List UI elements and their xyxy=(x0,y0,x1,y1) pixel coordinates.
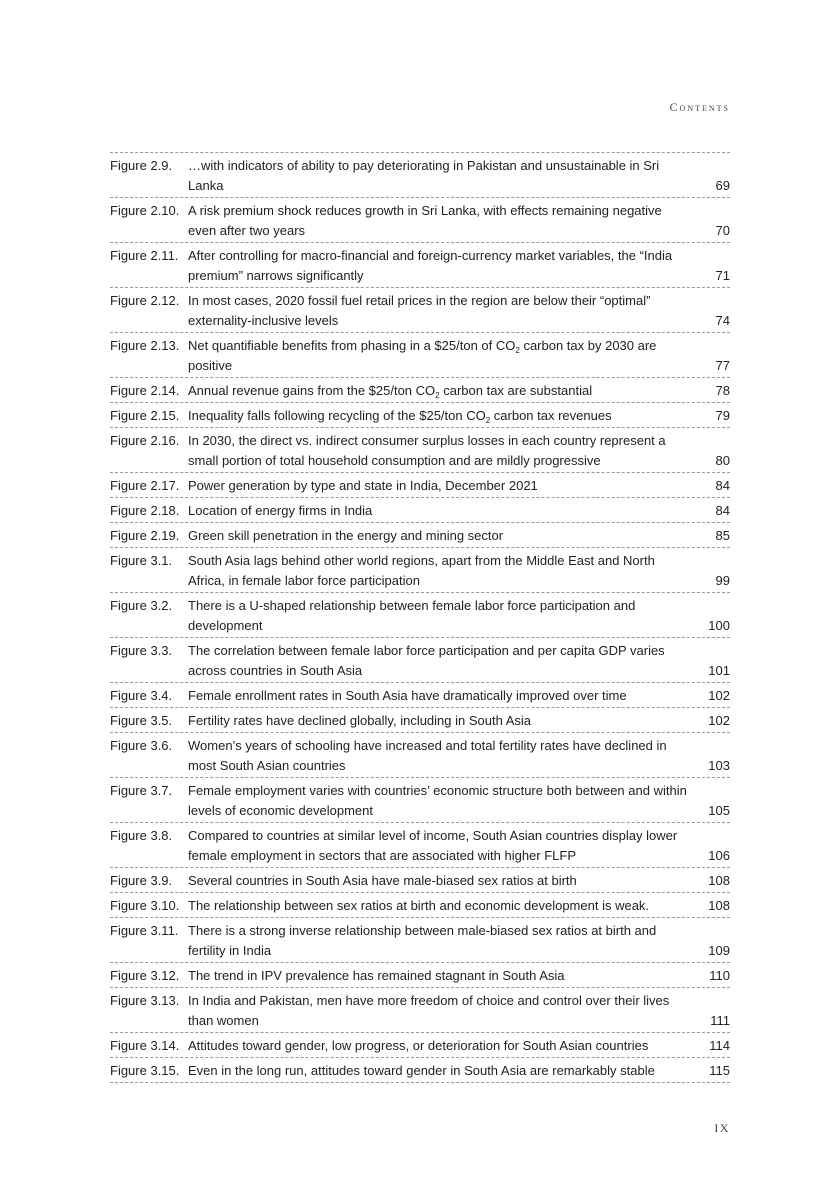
toc-entry[interactable] xyxy=(110,333,730,378)
co2-subscript: 2 xyxy=(435,391,440,400)
toc-entry[interactable] xyxy=(110,153,730,198)
figure-number: Figure 2.11. xyxy=(110,248,179,263)
figure-number: Figure 2.13. xyxy=(110,338,180,353)
page-number: 111 xyxy=(710,1013,730,1028)
toc-entry[interactable] xyxy=(110,823,730,868)
figure-title: Women’s years of schooling have increased and total fertility rates have declined in most South Asian countries xyxy=(188,738,667,773)
toc-entry[interactable] xyxy=(110,548,730,593)
page-number: 80 xyxy=(715,453,730,468)
figure-title: Power generation by type and state in India, December 2021 xyxy=(188,478,538,493)
figure-number: Figure 2.18. xyxy=(110,503,180,518)
figure-title: There is a U-shaped relationship between female labor force participation and development xyxy=(188,598,636,633)
figure-number: Figure 2.15. xyxy=(110,408,180,423)
page-number: 108 xyxy=(708,898,730,913)
page-number: 74 xyxy=(715,313,730,328)
figure-number: Figure 3.2. xyxy=(110,598,173,613)
figure-number: Figure 2.17. xyxy=(110,478,180,493)
figure-title-text: Annual revenue gains from the $25/ton CO xyxy=(188,383,436,398)
page-number: 69 xyxy=(715,178,730,193)
toc-entry[interactable] xyxy=(110,473,730,498)
toc-entry[interactable] xyxy=(110,428,730,473)
toc-entry[interactable] xyxy=(110,593,730,638)
figure-number: Figure 3.5. xyxy=(110,713,173,728)
figure-title: The relationship between sex ratios at birth and economic development is weak. xyxy=(188,898,650,913)
co2-subscript: 2 xyxy=(485,416,491,425)
figure-number: Figure 3.10. xyxy=(110,898,180,913)
figure-title: Female enrollment rates in South Asia have dramatically improved over time xyxy=(188,688,627,703)
figure-number: Figure 2.12. xyxy=(110,293,180,308)
toc-entry[interactable] xyxy=(110,868,730,893)
figure-title: Compared to countries at similar level of income, South Asian countries display lower female employment in sectors that are associated with higher FLFP xyxy=(188,828,678,863)
page-number: 78 xyxy=(715,383,730,398)
figure-number: Figure 3.13. xyxy=(110,993,180,1008)
figure-number: Figure 2.9. xyxy=(110,158,173,173)
co2-subscript: 2 xyxy=(515,346,520,355)
figure-title: In most cases, 2020 fossil fuel retail prices in the region are below their “optimal” externality-inclusive levels xyxy=(188,293,651,328)
page-number: 79 xyxy=(715,408,730,423)
figure-number: Figure 2.16. xyxy=(110,433,180,448)
list-of-figures xyxy=(110,152,730,1083)
running-head: Contents xyxy=(669,100,730,114)
page-number: 99 xyxy=(715,573,730,588)
toc-entry[interactable] xyxy=(110,778,730,823)
figure-title: South Asia lags behind other world regions, apart from the Middle East and North Africa, in female labor force participation xyxy=(188,553,655,588)
figure-number: Figure 3.8. xyxy=(110,828,173,843)
figure-title: …with indicators of ability to pay deteriorating in Pakistan and unsustainable in Sri Lanka xyxy=(188,158,660,193)
page-folio: IX xyxy=(714,1121,730,1135)
toc-entry[interactable] xyxy=(110,403,730,428)
figure-title: After controlling for macro-financial and foreign-currency market variables, the “India premium” narrows significantly xyxy=(188,248,673,283)
figure-title: A risk premium shock reduces growth in Sri Lanka, with effects remaining negative even after two years xyxy=(188,203,662,238)
toc-entry[interactable] xyxy=(110,288,730,333)
toc-entry[interactable] xyxy=(110,893,730,918)
figure-title-text: Net quantifiable benefits from phasing in a $25/ton of CO xyxy=(188,338,516,353)
toc-entry[interactable] xyxy=(110,918,730,963)
toc-entry[interactable] xyxy=(110,963,730,988)
figure-title-text: carbon tax revenues xyxy=(490,408,612,423)
figure-title: Female employment varies with countries’ economic structure both between and within levels of economic development xyxy=(188,783,687,818)
figure-number: Figure 3.1. xyxy=(110,553,173,568)
page-number: 103 xyxy=(708,758,730,773)
toc-entry[interactable] xyxy=(110,638,730,683)
figure-number: Figure 3.3. xyxy=(110,643,173,658)
figure-number: Figure 3.7. xyxy=(110,783,173,798)
page-number: 102 xyxy=(708,688,730,703)
page-number: 109 xyxy=(708,943,730,958)
figure-title: There is a strong inverse relationship between male-biased sex ratios at birth and fertility in India xyxy=(188,923,657,958)
figure-number: Figure 2.19. xyxy=(110,528,180,543)
figure-title-text: carbon tax are substantial xyxy=(439,383,593,398)
toc-entry[interactable] xyxy=(110,498,730,523)
figure-title: Green skill penetration in the energy and mining sector xyxy=(188,528,504,543)
toc-entry[interactable] xyxy=(110,523,730,548)
toc-entry[interactable] xyxy=(110,988,730,1033)
page-number: 85 xyxy=(715,528,730,543)
figure-title: Even in the long run, attitudes toward gender in South Asia are remarkably stable xyxy=(188,1063,655,1078)
page-number: 108 xyxy=(708,873,730,888)
toc-entry[interactable] xyxy=(110,733,730,778)
figure-number: Figure 3.6. xyxy=(110,738,173,753)
figure-title xyxy=(188,336,704,376)
page-number: 77 xyxy=(715,358,730,373)
figure-number: Figure 3.12. xyxy=(110,968,180,983)
page-number: 84 xyxy=(715,503,730,518)
page-number: 100 xyxy=(708,618,730,633)
figure-number: Figure 3.15. xyxy=(110,1063,180,1078)
figure-number: Figure 3.14. xyxy=(110,1038,180,1053)
figure-title-text: carbon tax by 2030 are positive xyxy=(188,338,657,373)
page-number: 71 xyxy=(715,268,730,283)
toc-entry[interactable] xyxy=(110,1058,730,1083)
figure-number: Figure 3.9. xyxy=(110,873,173,888)
figure-number: Figure 3.11. xyxy=(110,923,179,938)
figure-title: Several countries in South Asia have male-biased sex ratios at birth xyxy=(188,873,577,888)
figure-title xyxy=(188,381,704,401)
figure-number: Figure 2.14. xyxy=(110,383,180,398)
page-number: 110 xyxy=(709,968,730,983)
toc-entry[interactable] xyxy=(110,683,730,708)
page-number: 115 xyxy=(709,1063,730,1078)
figure-title: Location of energy firms in India xyxy=(188,503,373,518)
page-number: 105 xyxy=(708,803,730,818)
toc-entry[interactable] xyxy=(110,1033,730,1058)
toc-entry[interactable] xyxy=(110,243,730,288)
figure-title: In India and Pakistan, men have more freedom of choice and control over their lives than women xyxy=(188,993,670,1028)
page-number: 84 xyxy=(715,478,730,493)
page-number: 106 xyxy=(708,848,730,863)
figure-title: The correlation between female labor force participation and per capita GDP varies across countries in South Asia xyxy=(188,643,665,678)
figure-number: Figure 3.4. xyxy=(110,688,173,703)
figure-title: Fertility rates have declined globally, including in South Asia xyxy=(188,713,532,728)
figure-title: In 2030, the direct vs. indirect consumer surplus losses in each country represent a small portion of total household consumption and are mildly progressive xyxy=(188,433,666,468)
figure-title-text: Inequality falls following recycling of the $25/ton CO xyxy=(188,408,486,423)
page-number: 101 xyxy=(708,663,730,678)
page-number: 70 xyxy=(715,223,730,238)
toc-entry[interactable] xyxy=(110,708,730,733)
toc-entry[interactable] xyxy=(110,198,730,243)
figure-title: Attitudes toward gender, low progress, or deterioration for South Asian countries xyxy=(188,1038,649,1053)
figure-title xyxy=(188,406,704,426)
figure-title: The trend in IPV prevalence has remained stagnant in South Asia xyxy=(188,968,565,983)
figure-number: Figure 2.10. xyxy=(110,203,180,218)
page-number: 102 xyxy=(708,713,730,728)
toc-entry[interactable] xyxy=(110,378,730,403)
page-number: 114 xyxy=(709,1038,730,1053)
